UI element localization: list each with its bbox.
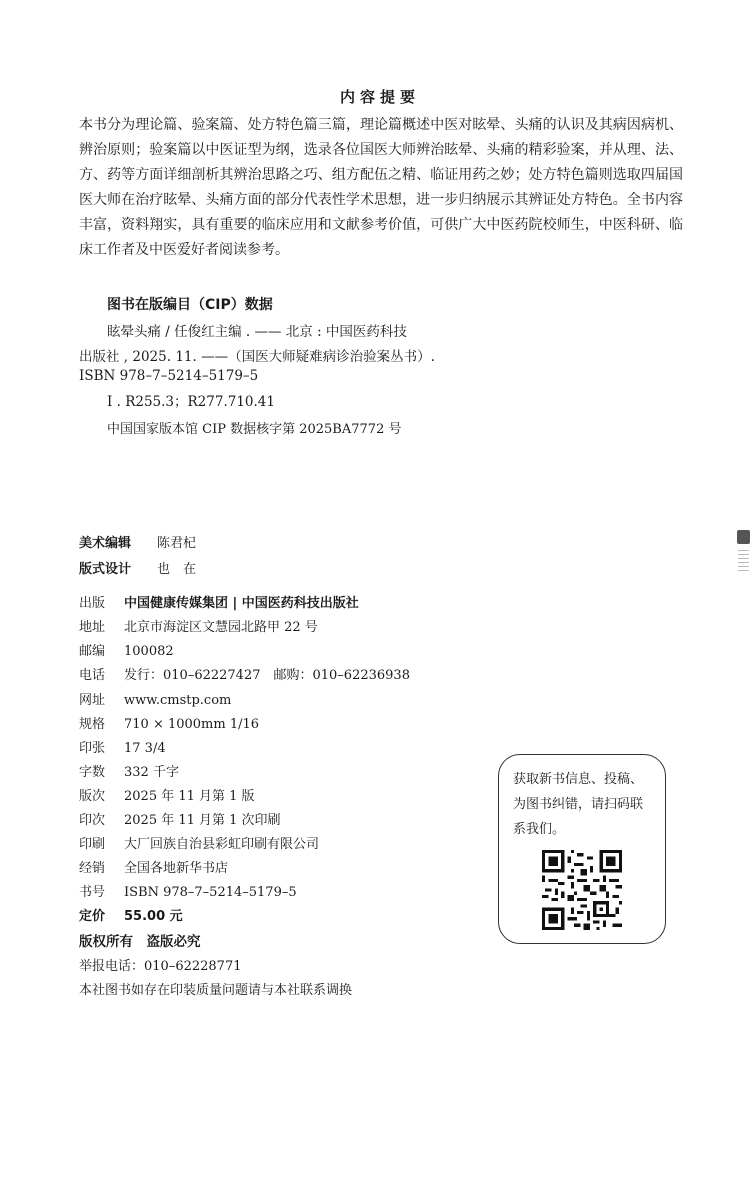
info-value: www.cmstp.com	[124, 693, 232, 708]
credit-row	[79, 558, 196, 577]
qr-contact-card	[498, 754, 666, 944]
info-label: 网址	[79, 693, 106, 708]
credit-label: 美术编辑	[79, 536, 132, 551]
report-phone: 举报电话：010–62228771	[79, 959, 242, 974]
info-value: 332 千字	[124, 765, 179, 780]
edge-lines-decoration	[738, 550, 749, 572]
credit-row	[79, 532, 196, 551]
info-row-printer	[79, 833, 319, 852]
info-label: 版次	[79, 789, 106, 804]
edge-tab-icon	[737, 530, 750, 544]
info-value: 北京市海淀区文慧园北路甲 22 号	[124, 620, 318, 635]
info-label: 定价	[79, 909, 106, 924]
info-row-wordcount	[79, 761, 179, 780]
info-value: 2025 年 11 月第 1 版	[124, 789, 255, 804]
info-value: 大厂回族自治县彩虹印刷有限公司	[124, 837, 320, 852]
info-label: 规格	[79, 717, 106, 732]
info-value: 发行：010–62227427 邮购：010–62236938	[124, 668, 410, 683]
info-row-printing	[79, 809, 281, 828]
copyright-notice: 版权所有 盗版必究	[79, 934, 201, 950]
info-label: 印刷	[79, 837, 106, 852]
info-label: 经销	[79, 861, 106, 876]
info-label: 邮编	[79, 644, 106, 659]
info-row-address	[79, 616, 318, 635]
info-row-sheets	[79, 737, 166, 756]
info-row-price	[79, 905, 183, 924]
info-label: 出版	[79, 596, 106, 611]
cip-line-3: ISBN 978–7–5214–5179–5	[79, 368, 259, 384]
info-label: 印次	[79, 813, 106, 828]
info-row-publisher	[79, 592, 359, 611]
cip-line-5: 中国国家版本馆 CIP 数据核字第 2025BA7772 号	[107, 422, 402, 437]
qr-code-icon[interactable]	[542, 850, 622, 930]
cip-heading: 图书在版编目（CIP）数据	[107, 297, 273, 313]
credit-value: 陈君杞	[157, 536, 197, 551]
info-row-phone	[79, 664, 410, 683]
info-row-isbn	[79, 881, 297, 900]
info-value: 17 3/4	[124, 741, 166, 756]
info-value: 55.00 元	[124, 909, 183, 924]
info-value: 2025 年 11 月第 1 次印刷	[124, 813, 281, 828]
info-row-format	[79, 713, 259, 732]
info-label: 印张	[79, 741, 106, 756]
info-label: 电话	[79, 668, 106, 683]
credit-label: 版式设计	[79, 562, 132, 577]
info-label: 字数	[79, 765, 106, 780]
info-value: 100082	[124, 644, 174, 659]
cip-line-1: 眩晕头痛 / 任俊红主编 . —— 北京 : 中国医药科技	[107, 324, 407, 340]
cip-line-2: 出版社 , 2025. 11. ——（国医大师疑难病诊治验案丛书）.	[79, 349, 435, 365]
info-value: 中国健康传媒集团 | 中国医药科技出版社	[124, 596, 359, 611]
abstract-title: 内容提要	[339, 88, 420, 106]
info-row-edition	[79, 785, 255, 804]
info-value: ISBN 978–7–5214–5179–5	[124, 885, 297, 900]
abstract-body: 本书分为理论篇、验案篇、处方特色篇三篇，理论篇概述中医对眩晕、头痛的认识及其病因病机、辨治原则；验案篇以中医证型为纲，选录各位国医大师辨治眩晕、头痛的精彩验案，并从理、法、方、药等方面详细剖析其辨治思路之巧、组方配伍之精、临证用药之妙；处方特色篇则选取四届国医大师在治疗眩晕、头痛方面的部分代表性学术思想，进一步归纳展示其辨证处方特色。全书内容丰富，资料翔实，具有重要的临床应用和文献参考价值，可供广大中医药院校师生，中医科研、临床工作者及中医爱好者阅读参考。	[79, 117, 683, 258]
qr-instruction-text: 获取新书信息、投稿、为图书纠错，请扫码联系我们。	[513, 772, 644, 837]
cip-line-4: Ⅰ . R255.3；R277.710.41	[107, 394, 275, 410]
info-label: 地址	[79, 620, 106, 635]
quality-notice: 本社图书如存在印装质量问题请与本社联系调换	[79, 983, 353, 998]
info-value: 710 × 1000mm 1/16	[124, 717, 260, 732]
info-row-website	[79, 689, 231, 708]
credit-value: 也 在	[157, 562, 197, 577]
info-value: 全国各地新华书店	[124, 861, 229, 876]
info-label: 书号	[79, 885, 106, 900]
info-row-postcode	[79, 640, 174, 659]
info-row-distributor	[79, 857, 228, 876]
